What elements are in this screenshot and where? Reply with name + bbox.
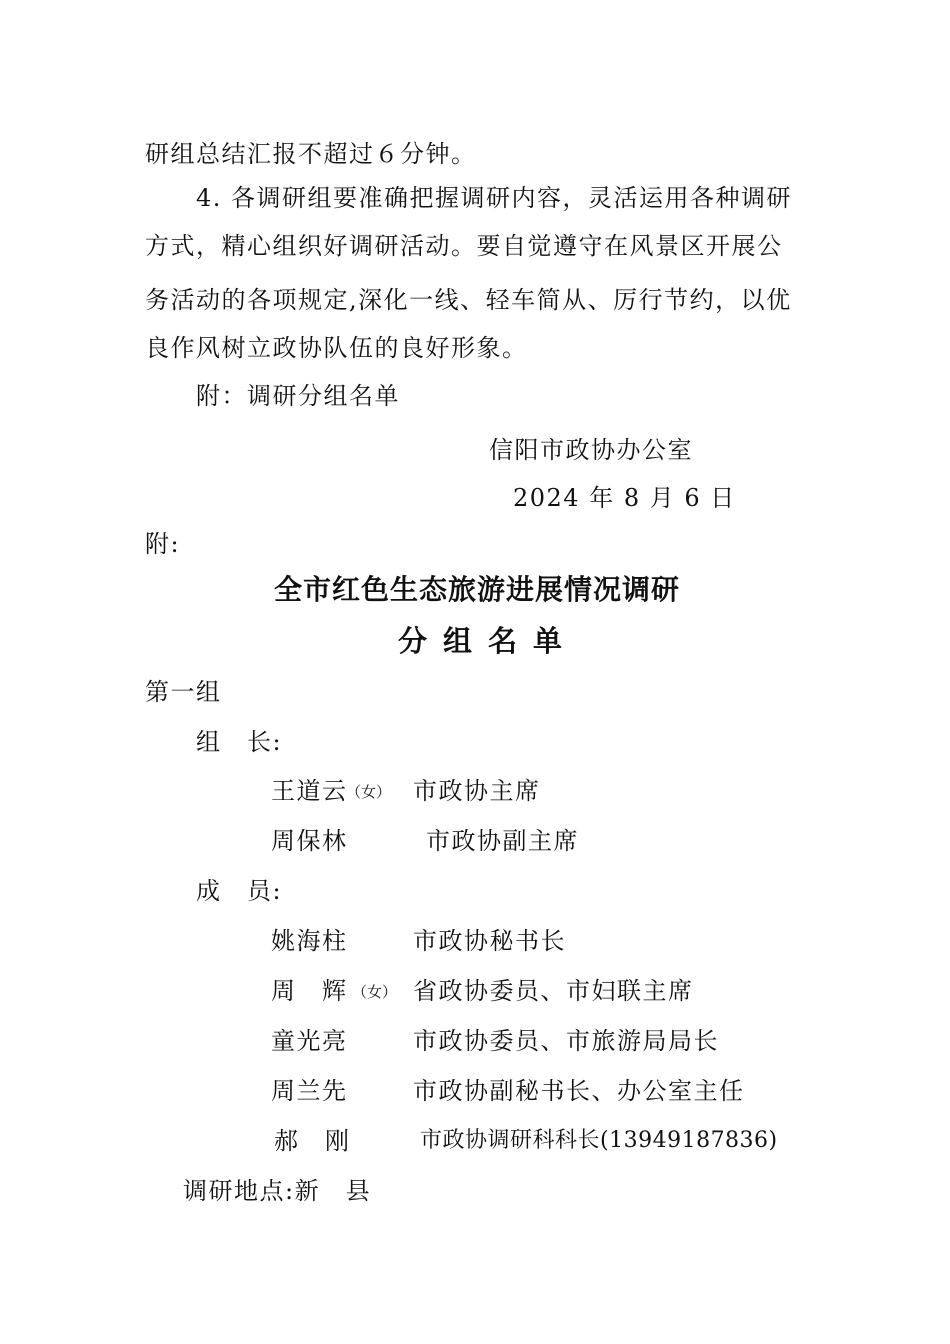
- item-4-line-3: 务活动的各项规定,深化一线、轻车简从、厉行节约，以优: [145, 286, 792, 314]
- appendix-title-line-2: 分组名单: [398, 624, 579, 658]
- member-position: 市政协副秘书长、办公室主任: [413, 1077, 745, 1105]
- leader-name: 王道云: [271, 777, 348, 805]
- research-location: 调研地点:新 县: [183, 1177, 372, 1205]
- appendix-label: 附:: [145, 530, 181, 558]
- item-4-line-1: 4. 各调研组要准确把握调研内容，灵活运用各种调研: [196, 184, 793, 212]
- group-name: 第一组: [145, 678, 222, 706]
- signer: 信阳市政协办公室: [489, 436, 693, 464]
- member-name: 郝 刚: [274, 1127, 351, 1155]
- date: 2024 年 8 月 6 日: [513, 484, 736, 512]
- item-4-line-2: 方式，精心组织好调研活动。要自觉遵守在风景区开展公: [145, 232, 783, 260]
- leader-position: 市政协主席: [413, 777, 541, 805]
- leaders-label: 组 长:: [196, 728, 283, 756]
- gender-note: （女）: [352, 983, 398, 1001]
- member-name: 童光亮: [271, 1027, 348, 1055]
- attachment-reference: 附：调研分组名单: [196, 382, 400, 410]
- member-position: 省政协委员、市妇联主席: [413, 977, 694, 1005]
- member-name: 周 辉: [271, 977, 348, 1005]
- member-position: 市政协秘书长: [413, 927, 566, 955]
- item-4-line-4: 良作风树立政协队伍的良好形象。: [145, 334, 528, 362]
- paragraph-continuation: 研组总结汇报不超过６分钟。: [145, 140, 477, 168]
- leader-position: 市政协副主席: [426, 827, 579, 855]
- members-label: 成 员:: [196, 877, 283, 905]
- appendix-title-line-1: 全市红色生态旅游进展情况调研: [274, 573, 681, 606]
- member-position: 市政协调研科科长(13949187836): [420, 1128, 778, 1153]
- member-name: 周兰先: [271, 1077, 348, 1105]
- member-name: 姚海柱: [271, 927, 348, 955]
- gender-note: （女）: [346, 783, 392, 801]
- member-position: 市政协委员、市旅游局局长: [413, 1027, 719, 1055]
- leader-name: 周保林: [271, 827, 348, 855]
